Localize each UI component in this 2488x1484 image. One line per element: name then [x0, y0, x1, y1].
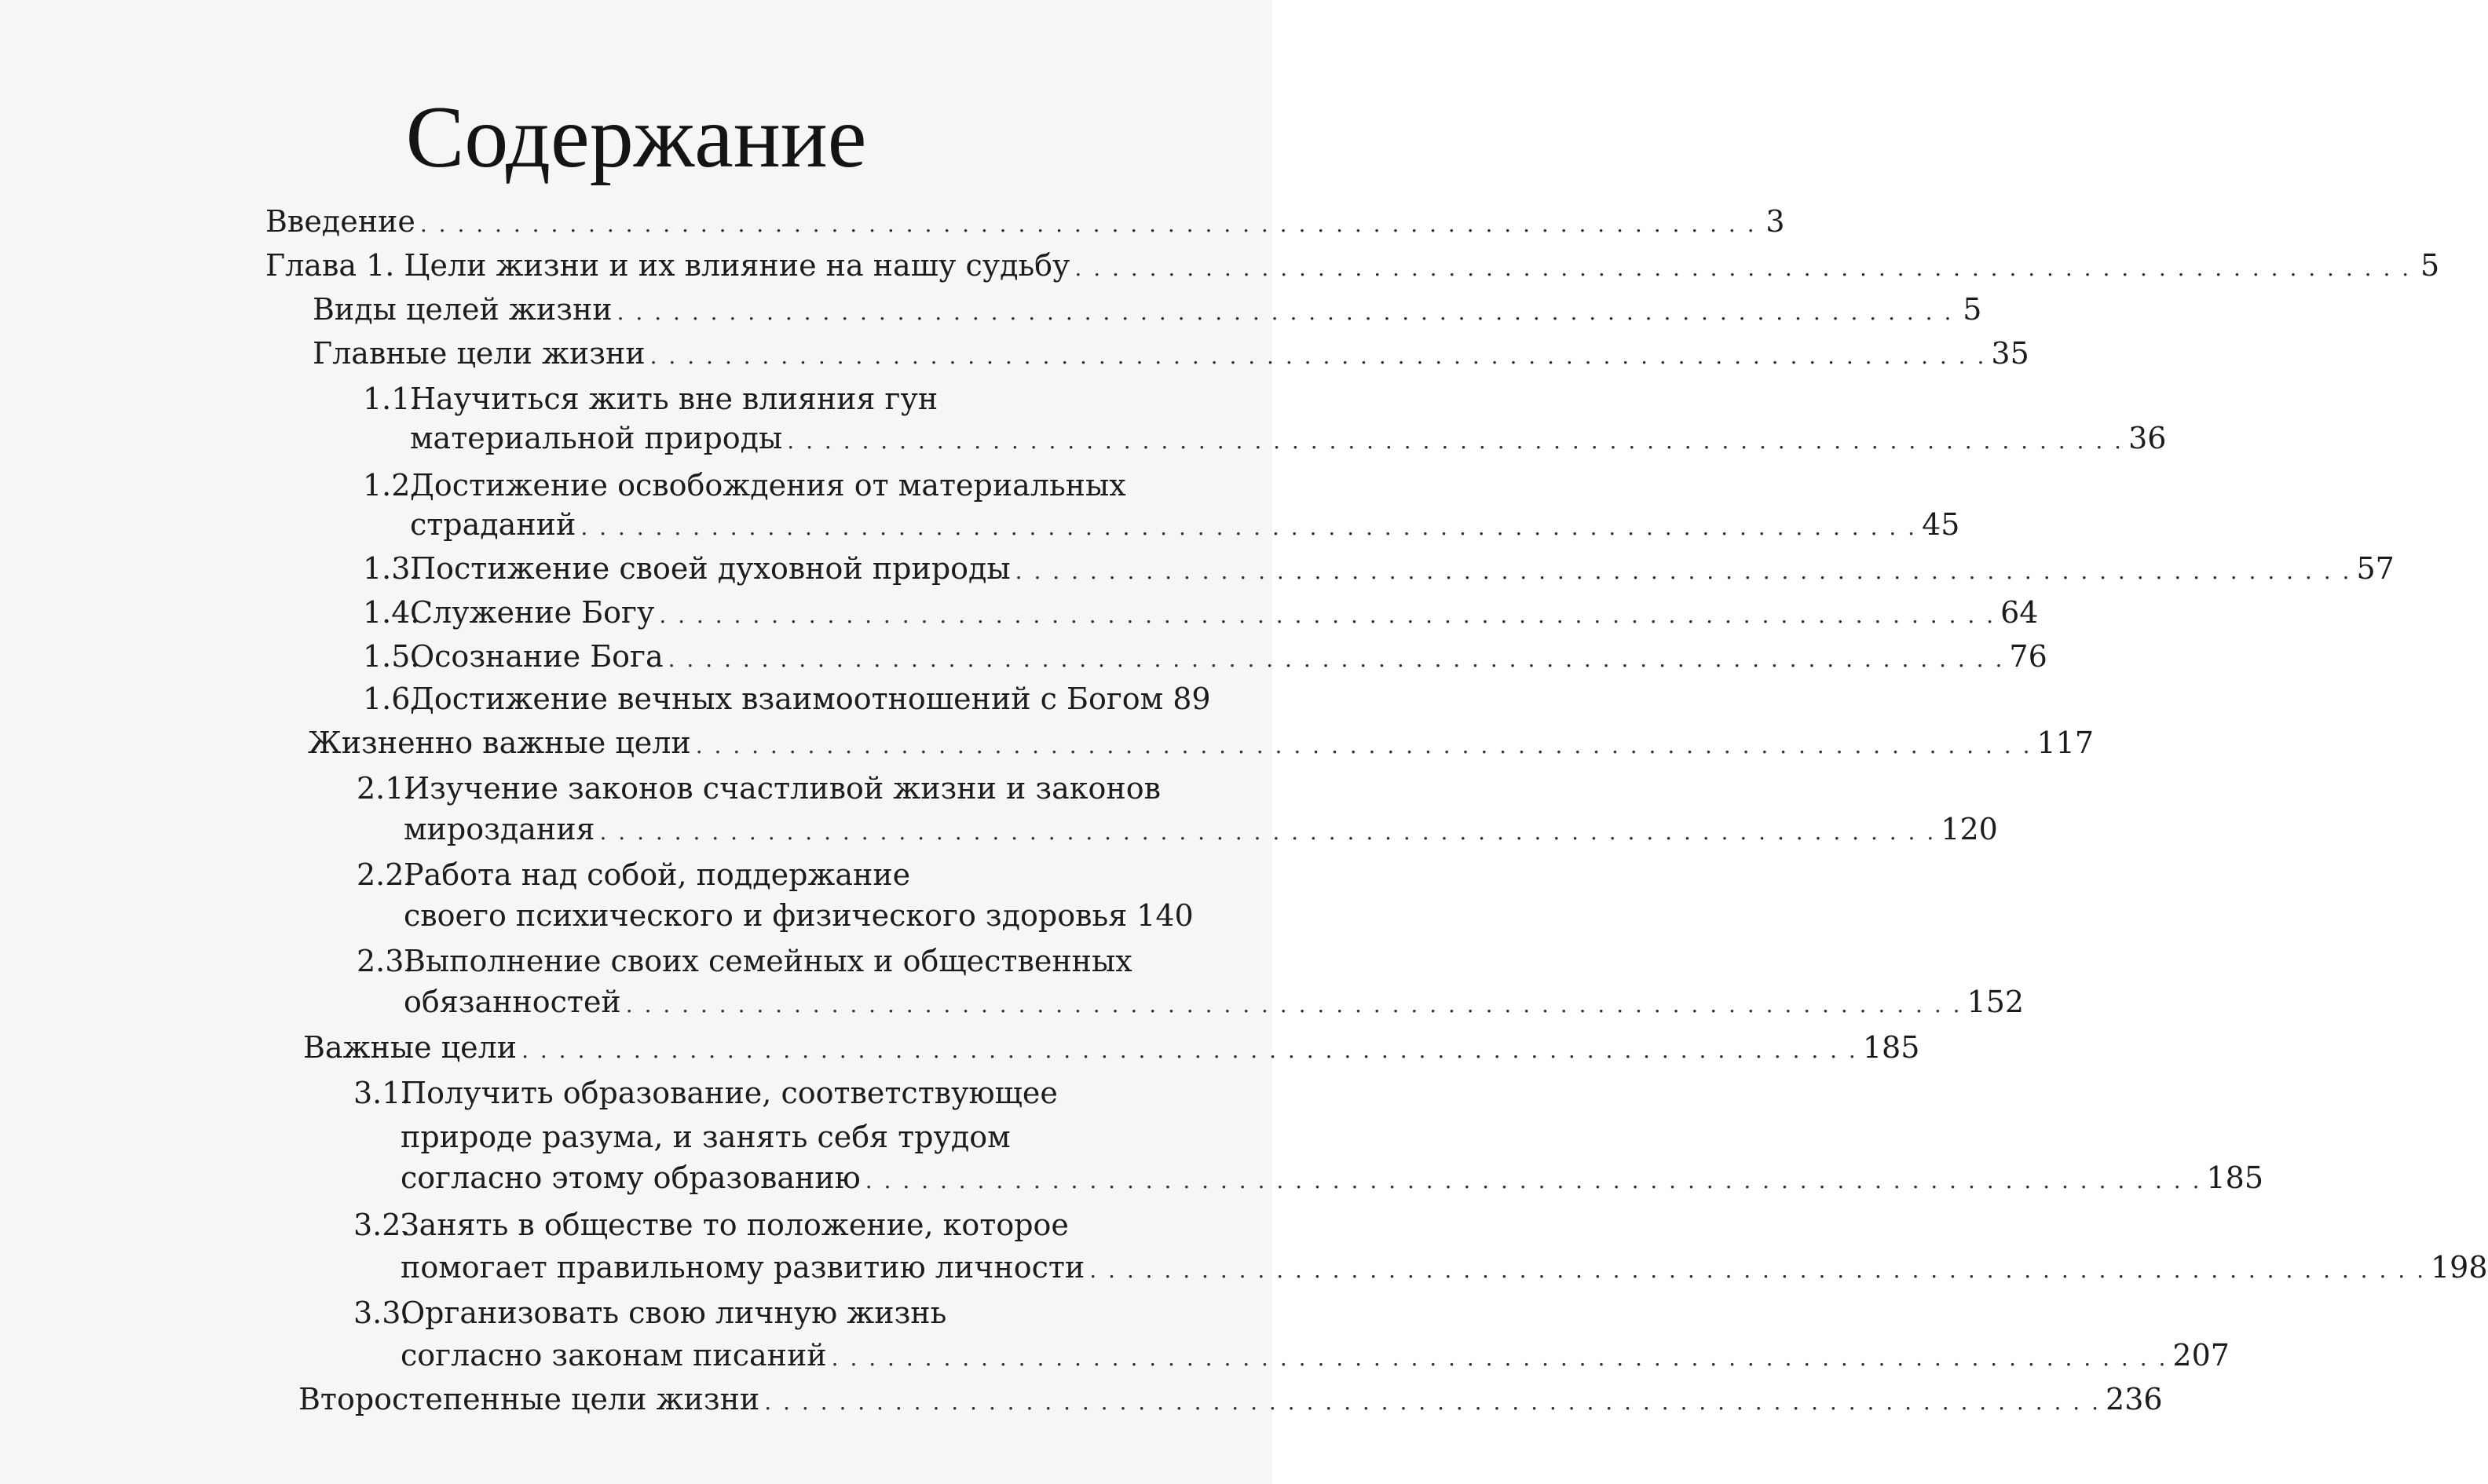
- toc-leader-dots: . . . . . . . . . . . . . . . . . . . . . . . . . . . . . . . . . . . . . . . . . . . . . . . . . . . . . . . . . . . . . . . . . . . . . . . .: [831, 1345, 2168, 1371]
- toc-entry-title: Постижение своей духовной природы: [410, 551, 1011, 586]
- toc-entry-title-continued: помогает правильному развитию личности: [401, 1250, 1085, 1285]
- toc-page-number: 57: [2356, 551, 2395, 586]
- toc-page-number: 5: [2420, 248, 2440, 283]
- toc-entry-title: Организовать свою личную жизнь: [401, 1296, 947, 1330]
- toc-entry: [363, 380, 2167, 460]
- toc-entry: [265, 204, 1785, 243]
- toc-page-number: 117: [2036, 726, 2095, 760]
- toc-section-number: 3.1.: [353, 1076, 411, 1110]
- toc-entry: [357, 856, 1194, 938]
- toc-leader-dots: . . . . . . . . . . . . . . . . . . . . . . . . . . . . . . . . . . . . . . . . . . . . . . . . . . . . . . . . . . . . . . . . . . . . . . . .: [1015, 558, 2352, 584]
- toc-page-number: 64: [2000, 595, 2039, 630]
- toc-leader-dots: . . . . . . . . . . . . . . . . . . . . . . . . . . . . . . . . . . . . . . . . . . . . . . . . . . . . . . . . . . . . . . . . . . . . . . . .: [1089, 1257, 2426, 1283]
- toc-entry-title: Изучение законов счастливой жизни и законов: [404, 771, 1162, 806]
- toc-section-number: 2.3.: [357, 944, 414, 978]
- toc-entry: [353, 1074, 2264, 1200]
- toc-entry-title: Работа над собой, поддержание: [404, 857, 911, 892]
- toc-entry: [353, 1294, 2230, 1377]
- toc-entry-title-continued: материальной природы: [410, 421, 783, 455]
- toc-entry: [357, 942, 2025, 1024]
- toc-section-number: 3.3.: [353, 1296, 411, 1330]
- toc-leader-dots: . . . . . . . . . . . . . . . . . . . . . . . . . . . . . . . . . . . . . . . . . . . . . . . . . . . . . . . . . . . . . . . . . . . . . . . .: [659, 602, 1996, 628]
- toc-entry-title: Получить образование, соответствующее: [401, 1076, 1058, 1110]
- toc-entry-title-continued: своего психического и физического здоровья: [404, 898, 1128, 933]
- toc-page-number: 152: [1967, 985, 2025, 1019]
- toc-entry: [363, 639, 2047, 678]
- toc-leader-dots: . . . . . . . . . . . . . . . . . . . . . . . . . . . . . . . . . . . . . . . . . . . . . . . . . . . . . . . . . . . . . . . . . . . . . . . .: [1074, 255, 2412, 281]
- toc-entry-title: Виды целей жизни: [313, 292, 613, 327]
- toc-page-number: 207: [2172, 1338, 2230, 1373]
- toc-entry: [313, 292, 1982, 331]
- toc-page-number: 120: [1941, 812, 1998, 846]
- toc-section-number: 2.2.: [357, 857, 414, 892]
- toc-leader-dots: . . . . . . . . . . . . . . . . . . . . . . . . . . . . . . . . . . . . . . . . . . . . . . . . . . . . . . . . . . . . . . . . . . . . . . . .: [625, 992, 1963, 1018]
- toc-entry-title: Занять в обществе то положение, которое: [401, 1208, 1069, 1242]
- toc-entry-title: Выполнение своих семейных и общественных: [404, 944, 1132, 978]
- toc-leader-dots: . . . . . . . . . . . . . . . . . . . . . . . . . . . . . . . . . . . . . . . . . . . . . . . . . . . . . . . . . . . . . . . . . . . . . . . .: [695, 733, 2032, 758]
- toc-page-number: 5: [1963, 292, 1982, 327]
- toc-section-number: 1.5.: [363, 639, 420, 674]
- toc-entry-title: Второстепенные цели жизни: [298, 1382, 760, 1416]
- toc-section-number: 1.3.: [363, 551, 420, 586]
- toc-entry-title: Осознание Бога: [410, 639, 664, 674]
- toc-entry: [363, 595, 2039, 634]
- toc-section-number: 1.2.: [363, 468, 420, 503]
- toc-entry: [357, 769, 1998, 851]
- toc-leader-dots: . . . . . . . . . . . . . . . . . . . . . . . . . . . . . . . . . . . . . . . . . . . . . . . . . . . . . . . . . . . . . . . . . . . . . . . .: [617, 299, 1954, 325]
- toc-page-number: 35: [1991, 336, 2029, 371]
- toc-entry-title: Достижение вечных взаимоотношений с Богом: [410, 682, 1164, 716]
- toc-leader-dots: . . . . . . . . . . . . . . . . . . . . . . . . . . . . . . . . . . . . . . . . . . . . . . . . . . . . . . . . . . . . . . . . . . . . . . . .: [787, 428, 2124, 454]
- toc-leader-dots: . . . . . . . . . . . . . . . . . . . . . . . . . . . . . . . . . . . . . . . . . . . . . . . . . . . . . . . . . . . . . . . . . . . . . . . .: [599, 819, 1937, 845]
- toc-leader-dots: . . . . . . . . . . . . . . . . . . . . . . . . . . . . . . . . . . . . . . . . . . . . . . . . . . . . . . . . . . . . . . . . . . . . . . . .: [419, 211, 1757, 237]
- toc-entry: [363, 551, 2395, 590]
- toc-entry-title: Важные цели: [303, 1030, 518, 1065]
- toc-page-number: 185: [1862, 1030, 1920, 1065]
- toc-entry: [353, 1206, 2488, 1289]
- toc-entry: [313, 336, 2029, 375]
- page-title: Содержание: [405, 89, 867, 187]
- toc-page-number: 3: [1765, 204, 1785, 239]
- toc-entry-title-continued: согласно законам писаний: [401, 1338, 827, 1373]
- toc-page-number: 185: [2206, 1161, 2264, 1195]
- toc-entry: [363, 682, 1211, 721]
- toc-section-number: 2.1.: [357, 771, 414, 806]
- toc-entry-title: Глава 1. Цели жизни и их влияние на нашу судьбу: [265, 248, 1070, 283]
- toc-page-number: 140: [1136, 898, 1194, 933]
- toc-entry: [298, 1382, 2163, 1421]
- toc-entry-title: Достижение освобождения от материальных: [410, 468, 1126, 503]
- toc-entry-title: Служение Богу: [410, 595, 655, 630]
- toc-entry-title-continued: мироздания: [404, 812, 595, 846]
- toc-entry: [303, 1030, 1920, 1069]
- toc-section-number: 1.4.: [363, 595, 420, 630]
- toc-leader-dots: . . . . . . . . . . . . . . . . . . . . . . . . . . . . . . . . . . . . . . . . . . . . . . . . . . . . . . . . . . . . . . . . . . . . . . . .: [649, 343, 1987, 369]
- toc-entry: [265, 248, 2440, 287]
- toc-section-number: 1.6.: [363, 682, 420, 716]
- toc-page-number: 76: [2009, 639, 2047, 674]
- toc-entry-title: Введение: [265, 204, 415, 239]
- toc-entry-title: Жизненно важные цели: [308, 726, 691, 760]
- toc-entry-title-continued: природе разума, и занять себя трудом: [401, 1120, 1011, 1154]
- toc-page-number: 45: [1922, 507, 1960, 542]
- toc-leader-dots: . . . . . . . . . . . . . . . . . . . . . . . . . . . . . . . . . . . . . . . . . . . . . . . . . . . . . . . . . . . . . . . . . . . . . . . .: [865, 1168, 2202, 1193]
- toc-entry-title: Научиться жить вне влияния гун: [410, 382, 938, 416]
- toc-page-number: 36: [2128, 421, 2167, 455]
- toc-entry: [308, 726, 2095, 765]
- toc-page-number: 236: [2106, 1382, 2163, 1416]
- toc-section-number: 1.1.: [363, 382, 420, 416]
- toc-page-number: 198: [2430, 1250, 2488, 1285]
- toc-entry-title: Главные цели жизни: [313, 336, 646, 371]
- toc-section-number: 3.2.: [353, 1208, 411, 1242]
- toc-leader-dots: . . . . . . . . . . . . . . . . . . . . . . . . . . . . . . . . . . . . . . . . . . . . . . . . . . . . . . . . . . . . . . . . . . . . . . . .: [764, 1389, 2102, 1415]
- toc-leader-dots: . . . . . . . . . . . . . . . . . . . . . . . . . . . . . . . . . . . . . . . . . . . . . . . . . . . . . . . . . . . . . . . . . . . . . . . .: [521, 1037, 1858, 1063]
- toc-entry-title-continued: страданий: [410, 507, 576, 542]
- toc-entry: [363, 466, 1960, 546]
- toc-leader-dots: . . . . . . . . . . . . . . . . . . . . . . . . . . . . . . . . . . . . . . . . . . . . . . . . . . . . . . . . . . . . . . . . . . . . . . . .: [580, 514, 1918, 540]
- toc-entry-title-continued: согласно этому образованию: [401, 1161, 861, 1195]
- toc-leader-dots: . . . . . . . . . . . . . . . . . . . . . . . . . . . . . . . . . . . . . . . . . . . . . . . . . . . . . . . . . . . . . . . . . . . . . . . .: [668, 646, 2005, 672]
- toc-page-number: 89: [1173, 682, 1211, 716]
- toc-entry-title-continued: обязанностей: [404, 985, 621, 1019]
